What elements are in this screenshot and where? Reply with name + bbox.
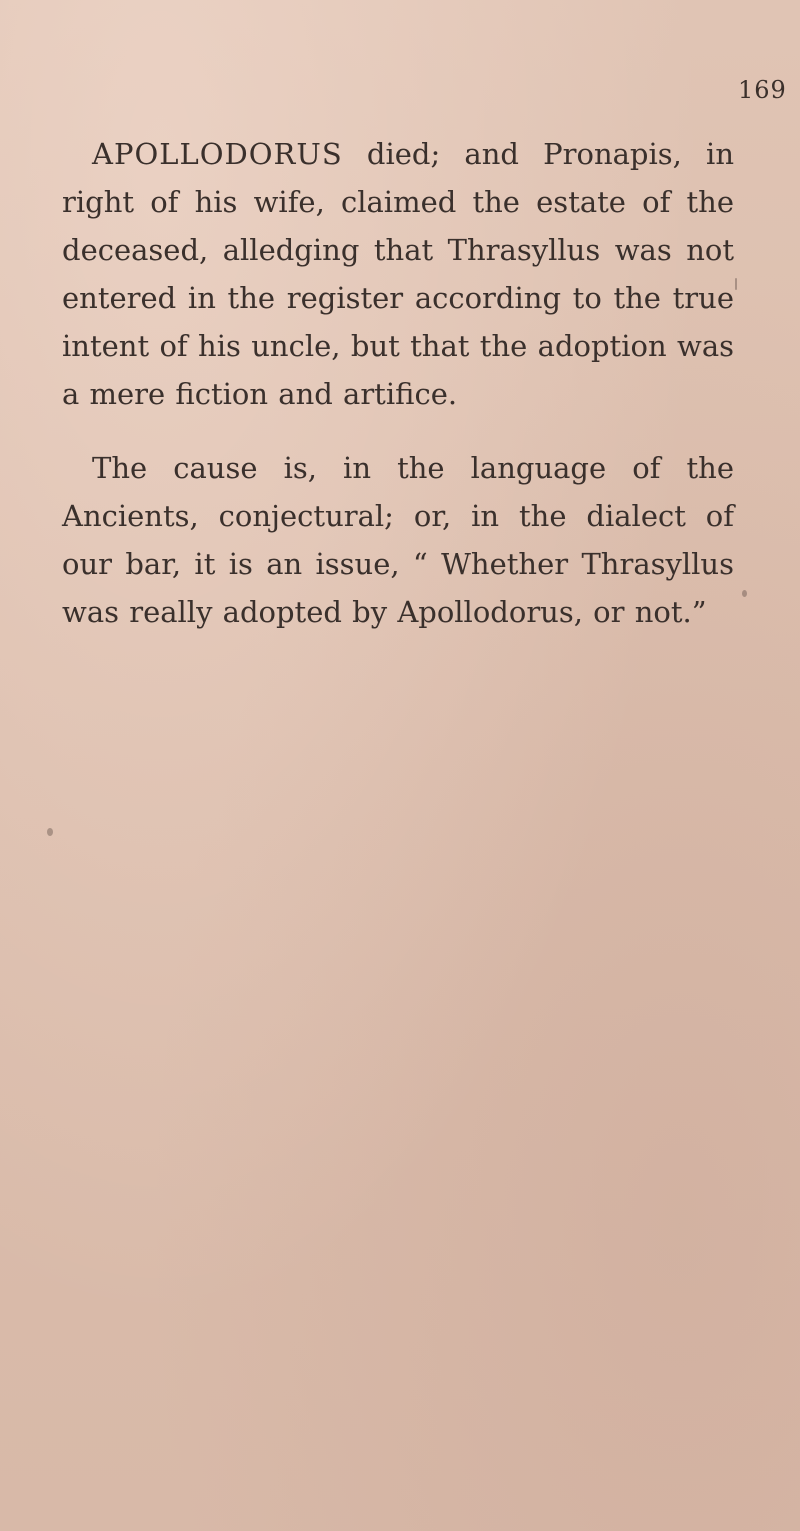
body-text xyxy=(62,130,734,636)
page-number: 169 xyxy=(738,76,787,104)
paragraph-1 xyxy=(62,130,734,418)
paragraph-2: The cause is, in the language of the Ancients, conjectural; or, in the dialect of our bar, it is an issue, “ Whether Thrasyllus was really adopted by Apollodorus, or not.” xyxy=(62,451,734,629)
paper-speck xyxy=(742,590,747,597)
paper-speck xyxy=(47,828,53,836)
paper-speck xyxy=(735,278,737,290)
paragraph-1-text: died; and Pronapis, in right of his wife, claimed the estate of the deceased, alledging that Thrasyllus was not entered in the register according to the true intent of his uncle, but that the adoption was a mere fiction and artifice. xyxy=(62,137,734,411)
paragraph-lead-word: APOLLODORUS xyxy=(92,137,343,171)
